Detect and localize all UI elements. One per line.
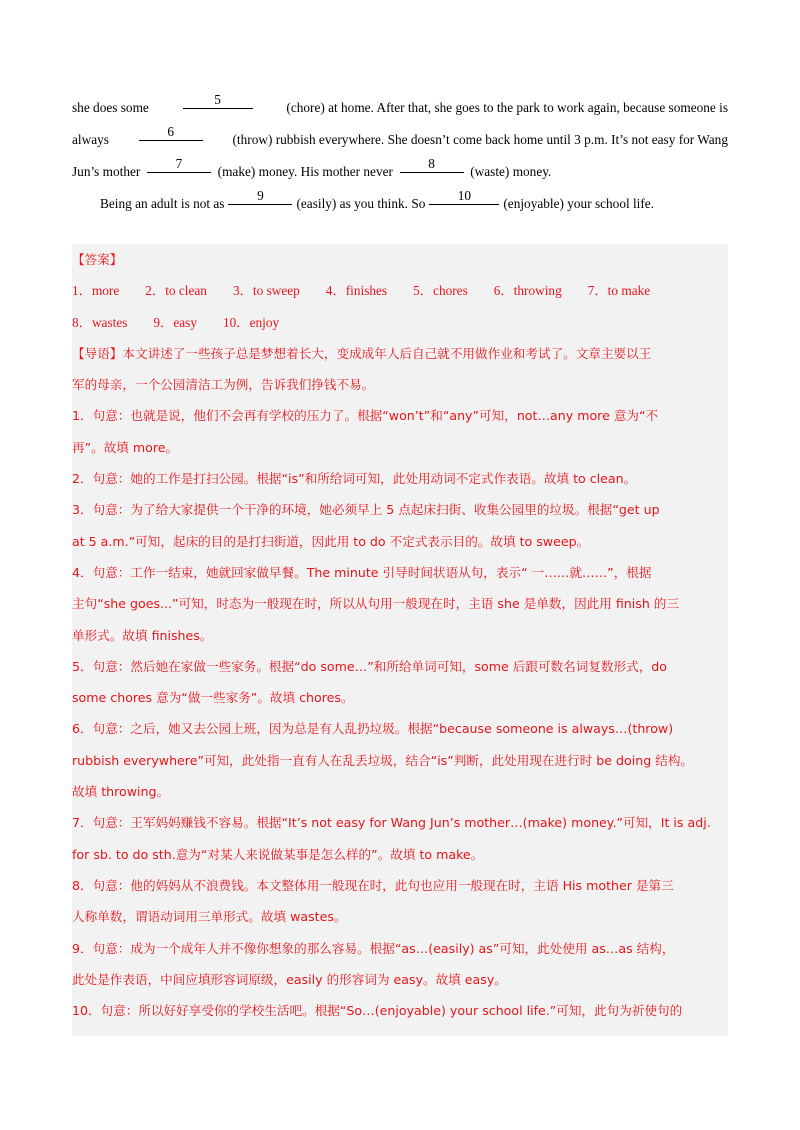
answer-item: 2．to clean bbox=[145, 283, 207, 299]
passage-text: (easily) as you think. So bbox=[296, 196, 426, 211]
passage-line-3 bbox=[72, 156, 728, 188]
explanation-line: 9．句意：成为一个成年人并不像你想象的那么容易。根据“as…(easily) as”可知，此处使用 as…as 结构， bbox=[72, 940, 675, 956]
passage bbox=[72, 92, 728, 220]
explanation-line: 5．句意：然后她在家做一些家务。根据“do some…”和所给单词可知，some 后跟可数名词复数形式，do bbox=[72, 658, 667, 674]
answer-item: 6．throwing bbox=[493, 283, 562, 299]
passage-text: Jun’s mother bbox=[72, 164, 141, 179]
explanation-line: for sb. to do sth.意为“对某人来说做某事是怎么样的”。故填 to make。 bbox=[72, 846, 484, 862]
explanation-line: 军的母亲，一个公园清洁工为例，告诉我们挣钱不易。 bbox=[72, 377, 375, 393]
answer-row-2 bbox=[72, 307, 728, 338]
explanation-line: 2．句意：她的工作是打扫公园。根据“is”和所给词可知，此处用动词不定式作表语。故填 to clean。 bbox=[72, 471, 637, 487]
explanation-line: at 5 a.m.”可知，起床的目的是打扫街道，因此用 to do 不定式表示目的。故填 to sweep。 bbox=[72, 533, 590, 549]
answer-row-1 bbox=[72, 275, 728, 306]
passage-text: (make) money. His mother never bbox=[217, 164, 393, 179]
answer-item: 8．wastes bbox=[72, 314, 128, 330]
blank-9: 9 bbox=[228, 188, 292, 205]
explanation-line: 3．句意：为了给大家提供一个干净的环境，她必须早上 5 点起床扫街、收集公园里的垃圾。根据“get up bbox=[72, 502, 660, 518]
passage-line-1 bbox=[72, 92, 728, 124]
explanation-line: 单形式。故填 finishes。 bbox=[72, 627, 213, 643]
answer-item: 7．to make bbox=[587, 283, 651, 299]
answer-item: 9．easy bbox=[153, 314, 197, 330]
answer-item: 4．finishes bbox=[325, 283, 388, 299]
explanation-line: 8．句意：他的妈妈从不浪费钱。本文整体用一般现在时，此句也应用一般现在时，主语 His mother 是第三 bbox=[72, 877, 674, 893]
explanation-line: 4．句意：工作一结束，她就回家做早餐。The minute 引导时间状语从句，表示“ 一……就……”，根据 bbox=[72, 564, 652, 580]
explanation-line: some chores 意为“做一些家务”。故填 chores。 bbox=[72, 690, 354, 706]
answer-section bbox=[72, 244, 728, 1026]
passage-text: always bbox=[72, 132, 109, 147]
answer-item: 3．to sweep bbox=[232, 283, 300, 299]
blank-10: 10 bbox=[429, 188, 499, 205]
blank-7: 7 bbox=[147, 156, 211, 173]
answer-header: 【答案】 bbox=[72, 252, 123, 267]
blank-5: 5 bbox=[183, 92, 253, 109]
explanation-line: 1．句意：也就是说，他们不会再有学校的压力了。根据“won’t”和“any”可知，not…any more 意为“不 bbox=[72, 408, 659, 424]
blank-8: 8 bbox=[400, 156, 464, 173]
blank-6: 6 bbox=[139, 124, 203, 141]
explanation-line: 故填 throwing。 bbox=[72, 784, 170, 800]
explanation-line: 再”。故填 more。 bbox=[72, 439, 179, 455]
passage-text: Being an adult is not as bbox=[100, 196, 225, 211]
passage-text: she does some bbox=[72, 100, 149, 115]
passage-text: (throw) rubbish everywhere. She doesn’t come back home until 3 p.m. It’s not easy for Wang bbox=[232, 132, 728, 147]
explanation-line: 【导语】本文讲述了一些孩子总是梦想着长大，变成成年人后自己就不用做作业和考试了。文章主要以王 bbox=[72, 345, 652, 361]
passage-line-4 bbox=[72, 188, 728, 220]
passage-text: (chore) at home. After that, she goes to the park to work again, because someone is bbox=[286, 100, 728, 115]
answer-item: 1．more bbox=[72, 283, 120, 299]
explanation-line: 人称单数，谓语动词用三单形式。故填 wastes。 bbox=[72, 909, 347, 925]
passage-line-2 bbox=[72, 124, 728, 156]
explanation-line: rubbish everywhere”可知，此处指一直有人在乱丢垃圾，结合“is”判断，此处用现在进行时 be doing 结构。 bbox=[72, 752, 694, 768]
explanation-line: 10．句意：所以好好享受你的学校生活吧。根据“So…(enjoyable) your school life.”可知，此句为祈使句的 bbox=[72, 1003, 683, 1019]
answer-item: 10．enjoy bbox=[222, 314, 280, 330]
passage-text: (waste) money. bbox=[470, 164, 552, 179]
passage-text: (enjoyable) your school life. bbox=[503, 196, 655, 211]
answer-item: 5．chores bbox=[413, 283, 468, 299]
explanation-line: 此处是作表语，中间应填形容词原级，easily 的形容词为 easy。故填 easy。 bbox=[72, 971, 507, 987]
explanation-line: 7．句意：王军妈妈赚钱不容易。根据“It’s not easy for Wang Jun’s mother…(make) money.”可知，It is adj. bbox=[72, 815, 711, 831]
explanation-line: 主句“she goes...”可知，时态为一般现在时，所以从句用一般现在时，主语 she 是单数，因此用 finish 的三 bbox=[72, 596, 679, 612]
explanation-line: 6．句意：之后，她又去公园上班，因为总是有人乱扔垃圾。根据“because someone is always…(throw) bbox=[72, 721, 674, 737]
